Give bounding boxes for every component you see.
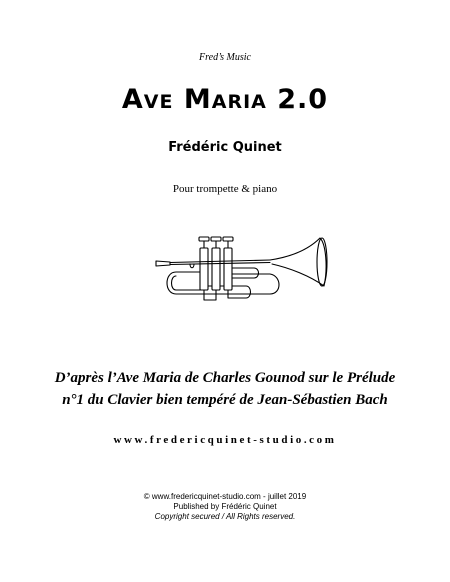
publisher-name: Fred’s Music bbox=[199, 52, 251, 63]
instrumentation: Pour trompette & piano bbox=[172, 183, 278, 195]
published-by-line: Published by Frédéric Quinet bbox=[173, 502, 277, 511]
description-line-2: n°1 du Clavier bien tempéré de Jean-Sébastien Bach bbox=[62, 392, 388, 408]
trumpet-icon bbox=[150, 228, 330, 308]
description-line-1: D’après l’Ave Maria de Charles Gounod sur le Prélude bbox=[54, 370, 396, 386]
arrangement-description bbox=[0, 367, 450, 411]
rights-line: Copyright secured / All Rights reserved. bbox=[154, 512, 296, 521]
composer-name: Frédéric Quinet bbox=[168, 140, 282, 155]
website-url: www.fredericquinet-studio.com bbox=[113, 434, 337, 446]
copyright-line: © www.fredericquinet-studio.com - juillet 2019 bbox=[143, 492, 307, 501]
page-title: Ave Maria 2.0 bbox=[121, 84, 329, 115]
footer bbox=[0, 492, 450, 522]
